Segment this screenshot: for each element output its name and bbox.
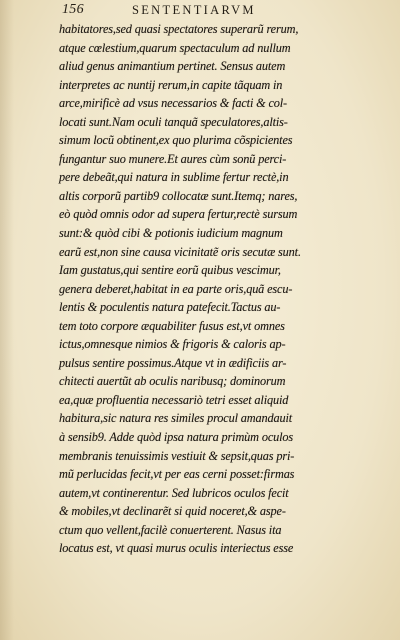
text-line: Iam gustatus,qui sentire eorũ quibus vescimur,: [59, 263, 281, 278]
text-line: & mobiles,vt declinarẽt si quid noceret,& aspe-: [59, 504, 286, 519]
text-line: altis corporũ partib9 collocatæ sunt.Itemq; nares,: [59, 188, 298, 203]
text-line: genera deberet,habitat in ea parte oris,quã escu-: [59, 281, 293, 296]
text-line: sunt:& quòd cibi & potionis iudicium magnum: [59, 226, 283, 241]
text-line: interpretes ac nuntij rerum,in capite tãquam in: [59, 77, 283, 92]
text-line: chitecti auertũt ab oculis naribusq; dominorum: [59, 374, 286, 389]
text-line: ctum quo vellent,facilè conuerterent. Nasus ita: [59, 522, 282, 537]
page-header: [62, 2, 362, 22]
text-line: locati sunt.Nam oculi tanquã speculatores,altis-: [59, 114, 288, 129]
text-line: simum locũ obtinent,ex quo plurima cõspicientes: [59, 133, 293, 148]
text-line: pulsus sentire possimus.Atque vt in ædificiis ar-: [59, 355, 287, 370]
text-line: lentis & poculentis natura patefecit.Tactus au-: [59, 300, 281, 315]
text-line: earũ est,non sine causa vicinitatẽ oris secutæ sunt.: [59, 244, 301, 259]
text-line: ictus,omnesque nimios & frigoris & caloris ap-: [59, 337, 286, 352]
text-line: eò quòd omnis odor ad supera fertur,rectè sursum: [59, 207, 298, 222]
text-line: fungantur suo munere.Et aures cùm sonũ perci-: [59, 151, 287, 166]
text-line: arce,mirificè ad vsus necessarios & facti & col-: [59, 96, 287, 111]
running-head: SENTENTIARVM: [132, 3, 256, 17]
page-number: 156: [62, 2, 84, 17]
text-line: atque cœlestium,quarum spectaculum ad nullum: [59, 40, 291, 55]
text-line: pere debeãt,qui natura in sublime fertur rectè,in: [59, 170, 289, 185]
text-line: habitura,sic natura res similes procul amandauit: [59, 411, 293, 426]
text-line: habitatores,sed quasi spectatores superarũ rerum,: [59, 22, 299, 36]
text-line: à sensib9. Adde quòd ipsa natura primùm oculos: [59, 430, 294, 445]
text-line: aliud genus animantium pertinet. Sensus autem: [59, 59, 286, 74]
text-line: membranis tenuissimis vestiuit & sepsit,quas pri-: [59, 448, 295, 463]
text-line: ea,quæ profluentia necessariò tetri esset aliquid: [59, 392, 289, 407]
text-line: autem,vt continerentur. Sed lubricos oculos fecit: [59, 485, 289, 500]
text-line: tem toto corpore æquabiliter fusus est,vt omnes: [59, 318, 285, 333]
text-block: [59, 20, 377, 558]
text-line: locatus est, vt quasi murus oculis interiectus esse: [59, 541, 294, 556]
text-line: mũ perlucidas fecit,vt per eas cerni posset:firmas: [59, 467, 295, 482]
